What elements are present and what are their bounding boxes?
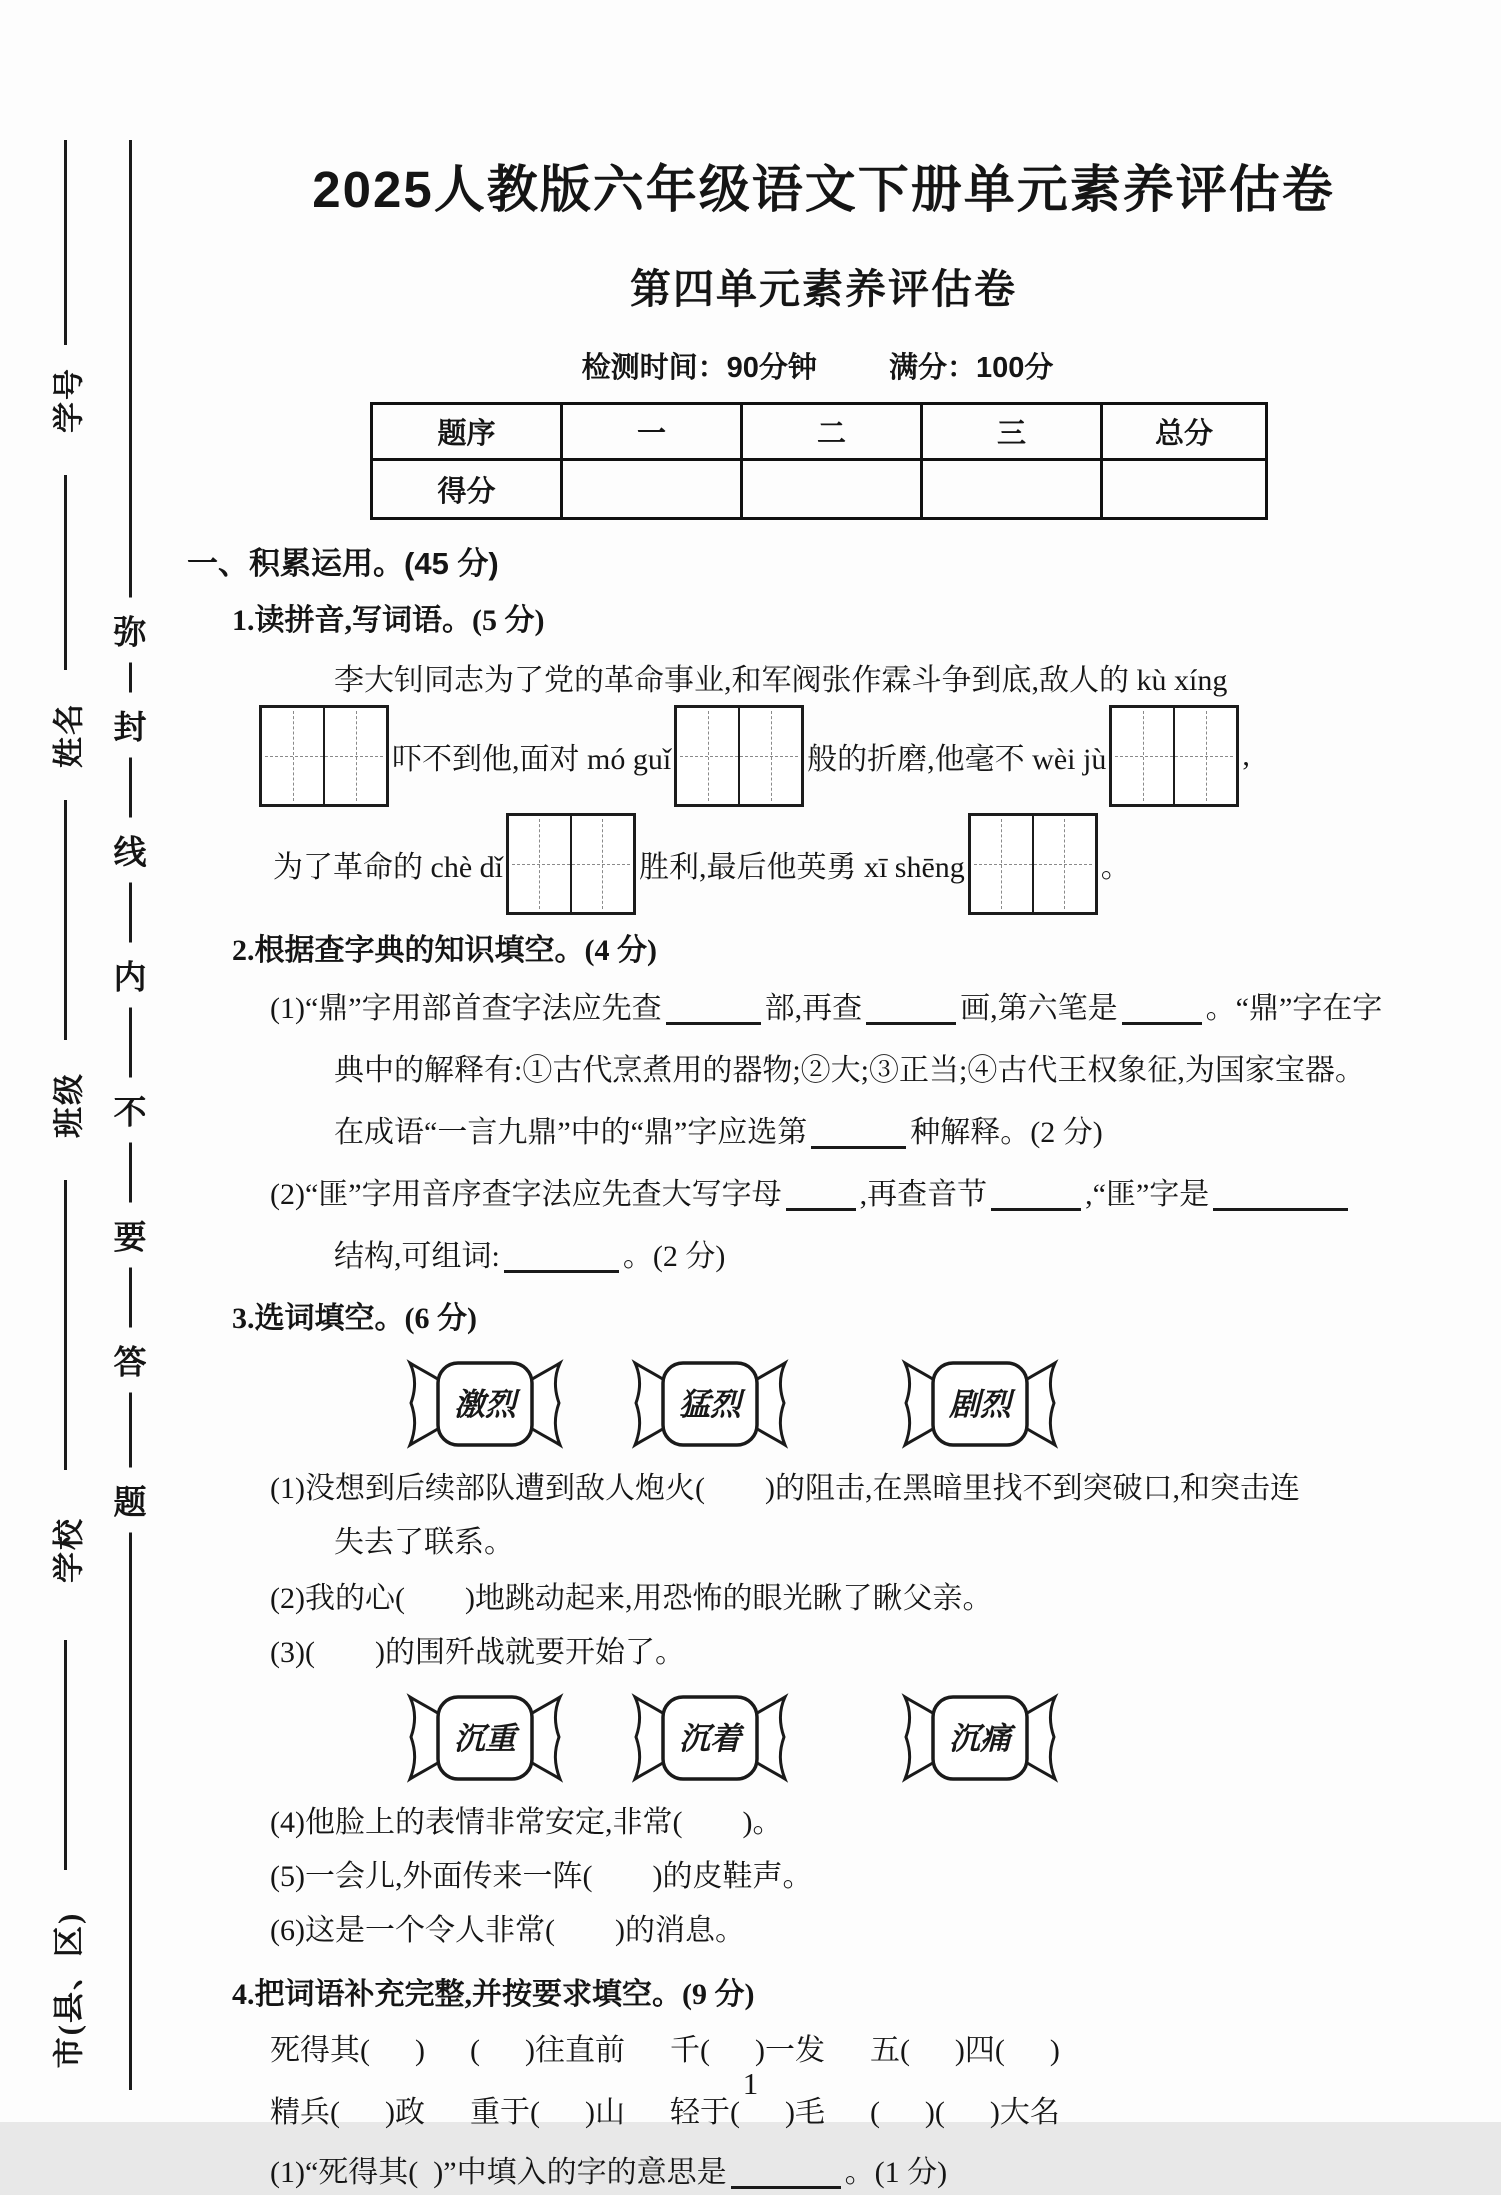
question-2-title: 2.根据查字典的知识填空。(4 分): [232, 934, 657, 967]
q2-text: 。“鼎”字在字: [1205, 992, 1383, 1025]
answer-blank: [991, 1178, 1081, 1211]
seal-warning-char: 弥: [112, 598, 149, 663]
writing-cell: [677, 708, 738, 804]
score-table-header: 二: [742, 404, 922, 460]
exam-content: [187, 0, 1460, 2195]
writing-cell: [1112, 708, 1173, 804]
word-candy: [900, 1355, 1060, 1453]
candy-word: 激烈: [454, 1387, 516, 1422]
answer-blank: [811, 1116, 906, 1149]
q3-item-5: (5)一会儿,外面传来一阵( )的皮鞋声。: [270, 1860, 813, 1893]
exam-subtitle: 第四单元素养评估卷: [630, 266, 1017, 312]
q2-text: ,“匪”字是: [1085, 1178, 1210, 1211]
seal-fill-line: [64, 800, 67, 1040]
score-row-label: 得分: [372, 460, 562, 519]
q2-text: ,再查音节: [859, 1178, 988, 1211]
seal-warning-char: 线: [112, 818, 149, 883]
word-candy: [900, 1689, 1060, 1787]
section-1-heading: 一、积累运用。(45 分): [187, 546, 499, 581]
exam-info-row: [370, 345, 1265, 386]
writing-cell: [509, 816, 570, 912]
score-table: [370, 402, 1268, 520]
seal-warning-char: 要: [112, 1203, 149, 1268]
answer-blank: [504, 1240, 619, 1273]
answer-blank: [786, 1178, 856, 1211]
answer-blank: [1122, 992, 1202, 1025]
writing-cell: [323, 708, 386, 804]
seal-fill-line: [64, 140, 67, 345]
seal-fill-line: [64, 475, 67, 670]
seal-fill-line: [64, 1640, 67, 1870]
seal-warning-char: 封: [112, 693, 149, 758]
writing-cell: [971, 816, 1032, 912]
q4-item-1: [270, 2151, 1460, 2195]
seal-label-school: 学校: [51, 1517, 87, 1583]
exam-title: 2025人教版六年级语文下册单元素养评估卷: [312, 161, 1335, 218]
q2-text: 。(2 分): [622, 1240, 726, 1273]
q2-item-1-line-2: 典中的解释有:①古代烹煮用的器物;②大;③正当;④古代王权象征,为国家宝器。: [334, 1054, 1365, 1087]
score-cell: [562, 460, 742, 519]
writing-cell: [262, 708, 323, 804]
page-number: 1: [742, 2066, 759, 2101]
q2-text: (1)“鼎”字用部首查字法应先查: [270, 992, 662, 1025]
word-option-row-2: [405, 1689, 1460, 1789]
q4-text: 。(1 分): [844, 2156, 948, 2189]
candy-word: 沉痛: [949, 1721, 1011, 1756]
pinyin-writing-box: [674, 705, 804, 807]
writing-cell: [1032, 816, 1095, 912]
q3-item-4: (4)他脸上的表情非常安定,非常( )。: [270, 1806, 783, 1839]
q1-text-segment: 。: [1100, 851, 1131, 884]
q2-item-1-line-1: [270, 987, 1460, 1031]
pinyin-writing-box: [506, 813, 636, 915]
seal-label-class: 班级: [51, 1072, 87, 1138]
word-candy: [630, 1355, 790, 1453]
candy-word: 沉着: [679, 1721, 741, 1756]
candy-word: 剧烈: [949, 1387, 1011, 1422]
word-option-row-1: [405, 1355, 1460, 1455]
q3-item-1-line-2: 失去了联系。: [334, 1526, 514, 1559]
word-candy: [630, 1689, 790, 1787]
q2-item-2-line-2: [334, 1235, 1460, 1279]
exam-full-score: 满分：100分: [888, 352, 1054, 384]
q1-text-segment: 般的折磨,他毫不 wèi jù: [807, 743, 1107, 776]
word-candy: [405, 1355, 565, 1453]
score-cell: [1102, 460, 1267, 519]
writing-cell: [570, 816, 633, 912]
q1-text-segment: ,: [1242, 739, 1250, 772]
exam-duration: 检测时间：90分钟: [581, 352, 817, 384]
q4-fill-line-2: 精兵( )政 重于( )山 轻于( )毛 ( )( )大名: [270, 2096, 1060, 2129]
writing-cell: [1173, 708, 1236, 804]
seal-label-student-number: 学号: [51, 367, 87, 433]
q1-writing-row-2: [270, 813, 1460, 915]
answer-blank: [1213, 1178, 1348, 1211]
question-4-title: 4.把词语补充完整,并按要求填空。(9 分): [232, 1978, 755, 2011]
seal-warning-char: 答: [112, 1328, 149, 1393]
seal-warning-char: 内: [112, 943, 149, 1008]
q1-writing-row-1: [259, 705, 1460, 807]
question-3-title: 3.选词填空。(6 分): [232, 1302, 477, 1335]
q3-item-2: (2)我的心( )地跳动起来,用恐怖的眼光瞅了瞅父亲。: [270, 1582, 993, 1615]
score-cell: [742, 460, 922, 519]
pinyin-writing-box: [259, 705, 389, 807]
q1-text-segment: 胜利,最后他英勇 xī shēng: [638, 851, 965, 884]
candy-word: 沉重: [454, 1721, 516, 1756]
question-1-title: 1.读拼音,写词语。(5 分): [232, 604, 545, 637]
seal-warning-char: 不: [112, 1078, 149, 1143]
candy-word: 猛烈: [679, 1387, 741, 1422]
score-cell: [922, 460, 1102, 519]
seal-fill-line: [64, 1180, 67, 1470]
q2-text: 画,第六笔是: [960, 992, 1118, 1025]
score-table-header: 三: [922, 404, 1102, 460]
seal-label-city: 市(县、区): [51, 1911, 87, 2069]
q3-item-3: (3)( )的围歼战就要开始了。: [270, 1636, 685, 1669]
q3-item-6: (6)这是一个令人非常( )的消息。: [270, 1914, 745, 1947]
pinyin-writing-box: [1109, 705, 1239, 807]
q3-item-1-line-1: (1)没想到后续部队遭到敌人炮火( )的阻击,在黑暗里找不到突破口,和突击连: [270, 1472, 1300, 1505]
q2-text: 种解释。(2 分): [910, 1116, 1103, 1149]
answer-blank: [866, 992, 956, 1025]
seal-label-name: 姓名: [51, 702, 87, 768]
pinyin-writing-box: [968, 813, 1098, 915]
q2-text: (2)“匪”字用音序查字法应先查大写字母: [270, 1178, 782, 1211]
word-candy: [405, 1689, 565, 1787]
answer-blank: [731, 2156, 841, 2189]
score-table-header: 一: [562, 404, 742, 460]
q1-text-segment: 为了革命的 chè dǐ: [273, 851, 503, 884]
q2-item-1-line-3: [334, 1111, 1460, 1155]
q1-text-line: 李大钊同志为了党的革命事业,和军阀张作霖斗争到底,敌人的 kù xíng: [334, 664, 1228, 697]
score-table-header: 总分: [1102, 404, 1267, 460]
q4-fill-line-1: 死得其( ) ( )往直前 千( )一发 五( )四( ): [270, 2034, 1060, 2067]
q2-text: 结构,可组词:: [334, 1240, 500, 1273]
q2-text: 在成语“一言九鼎”中的“鼎”字应选第: [334, 1116, 808, 1149]
seal-warning-char: 题: [112, 1468, 149, 1533]
writing-cell: [738, 708, 801, 804]
q2-item-2-line-1: [270, 1173, 1460, 1217]
answer-blank: [666, 992, 761, 1025]
q1-text-segment: 吓不到他,面对 mó guǐ: [392, 743, 672, 776]
q2-text: 部,再查: [764, 992, 863, 1025]
q4-text: (1)“死得其( )”中填入的字的意思是: [270, 2156, 727, 2189]
score-table-header: 题序: [372, 404, 562, 460]
